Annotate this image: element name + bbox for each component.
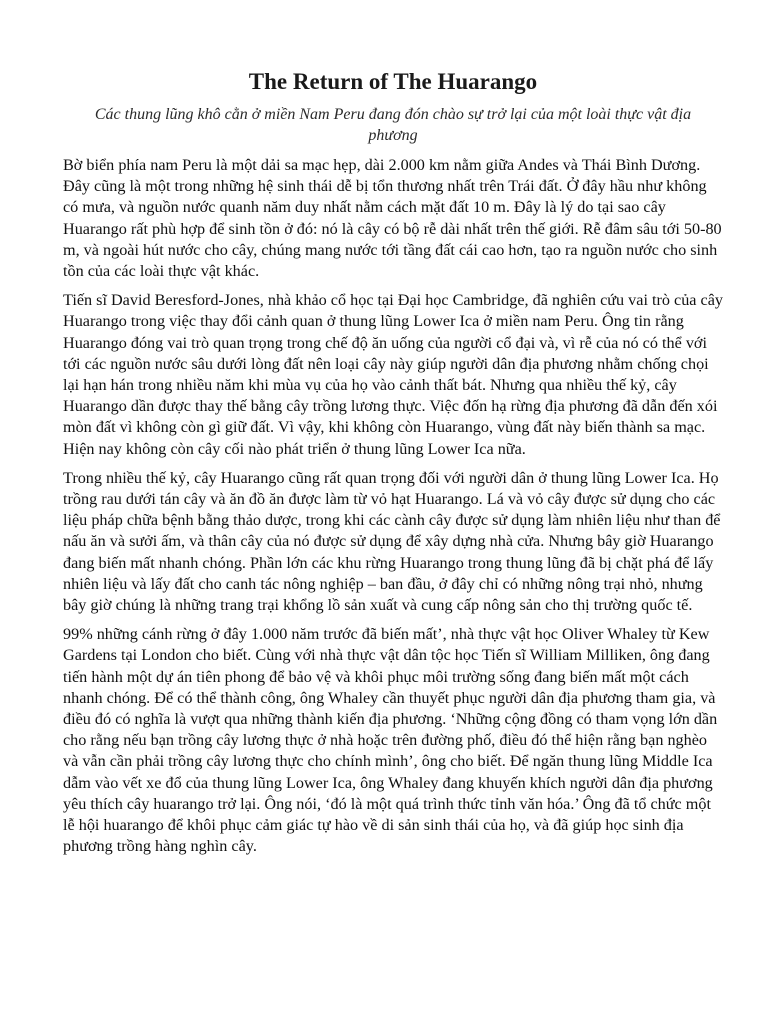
document-subtitle: Các thung lũng khô cằn ở miền Nam Peru đang đón chào sự trở lại của một loài thực vật địa phương — [94, 106, 692, 144]
paragraph-3: Trong nhiều thế kỷ, cây Huarango cũng rất quan trọng đối với người dân ở thung lũng Lower Ica. Họ trồng rau dưới tán cây và ăn đồ ăn được làm từ vỏ hạt Huarango. Lá và vỏ cây được sử dụng cho các liệu pháp chữa bệnh bằng thảo dược, trong khi các cành cây được sử dụng làm nhiên liệu như than để nấu ăn và sưởi ấm, và thân cây của nó được sử dụng để xây dựng nhà cửa. Nhưng bây giờ Huarango đang biến mất nhanh chóng. Phần lớn các khu rừng Huarango trong thung lũng đã bị chặt phá để lấy nhiên liệu và lấy đất cho canh tác nông nghiệp – ban đầu, ở đây chỉ có những nông trại nhỏ, nhưng bây giờ chúng là những trang trại khổng lồ sản xuất và cung cấp nông sản cho thị trường quốc tế. — [63, 468, 721, 615]
document-title: The Return of The Huarango — [248, 69, 538, 94]
paragraph-4: 99% những cánh rừng ở đây 1.000 năm trước đã biến mất’, nhà thực vật học Oliver Whaley từ Kew Gardens tại London cho biết. Cùng với nhà thực vật dân tộc học Tiến sĩ William Milliken, ông đang tiến hành một dự án tiên phong để bảo vệ và khôi phục môi trường sống đang biến mất một cách nhanh chóng. Để có thể thành công, ông Whaley cần thuyết phục người dân địa phương tham gia, và điều đó có nghĩa là vượt qua những thành kiến địa phương. ‘Những cộng đồng có tham vọng lớn dần cho rằng nếu bạn trồng cây lương thực ở nhà hoặc trên đường phố, điều đó thể hiện rằng bạn nghèo và vẫn cần phải trồng cây lương thực cho chính mình’, ông cho biết. Để ngăn thung lũng Middle Ica dẫm vào vết xe đổ của thung lũng Lower Ica, ông Whaley đang khuyến khích người dân địa phương yêu thích cây huarango trở lại. Ông nói, ‘đó là một quá trình thức tỉnh văn hóa.’ Ông đã tổ chức một lễ hội huarango để khôi phục cảm giác tự hào về di sản sinh thái của họ, và đã giúp học sinh địa phương trồng hàng nghìn cây. — [63, 625, 718, 856]
paragraph-2: Tiến sĩ David Beresford-Jones, nhà khảo cổ học tại Đại học Cambridge, đã nghiên cứu vai trò của cây Huarango trong việc thay đổi cảnh quan ở thung lũng Lower Ica ở miền nam Peru. Ông tin rằng Huarango đóng vai trò quan trọng trong chế độ ăn uống của người cổ đại và, vì rễ của nó có thể với tới các nguồn nước sâu dưới lòng đất nên loại cây này giúp người dân địa phương nhằm chống chọi lại hạn hán trong nhiều năm khi mùa vụ của họ vào cảnh thất bát. Nhưng qua nhiều thế kỷ, cây Huarango dần được thay thế bằng cây trồng lương thực. Việc đốn hạ rừng địa phương đã dẫn đến xói mòn đất vì không còn gì giữ đất. Vì vậy, khi không còn Huarango, vùng đất này biến thành sa mạc. Hiện nay không còn cây cối nào phát triển ở thung lũng Lower Ica nữa. — [63, 291, 723, 458]
paragraph-1: Bờ biển phía nam Peru là một dải sa mạc hẹp, dài 2.000 km nằm giữa Andes và Thái Bình Dương. Đây cũng là một trong những hệ sinh thái dễ bị tổn thương nhất trên Trái đất. Ở đây hầu như không có mưa, và nguồn nước quanh năm duy nhất nằm cách mặt đất 10 m. Đây là lý do tại sao cây Huarango rất phù hợp để sinh tồn ở đó: nó là cây có bộ rễ dài nhất trên thế giới. Rễ đâm sâu tới 50-80 m, và ngoài hút nước cho cây, chúng mang nước tới tầng đất cái cao hơn, tạo ra nguồn nước cho sinh tồn của các loài thực vật khác. — [63, 156, 722, 281]
document-page — [63, 66, 723, 866]
